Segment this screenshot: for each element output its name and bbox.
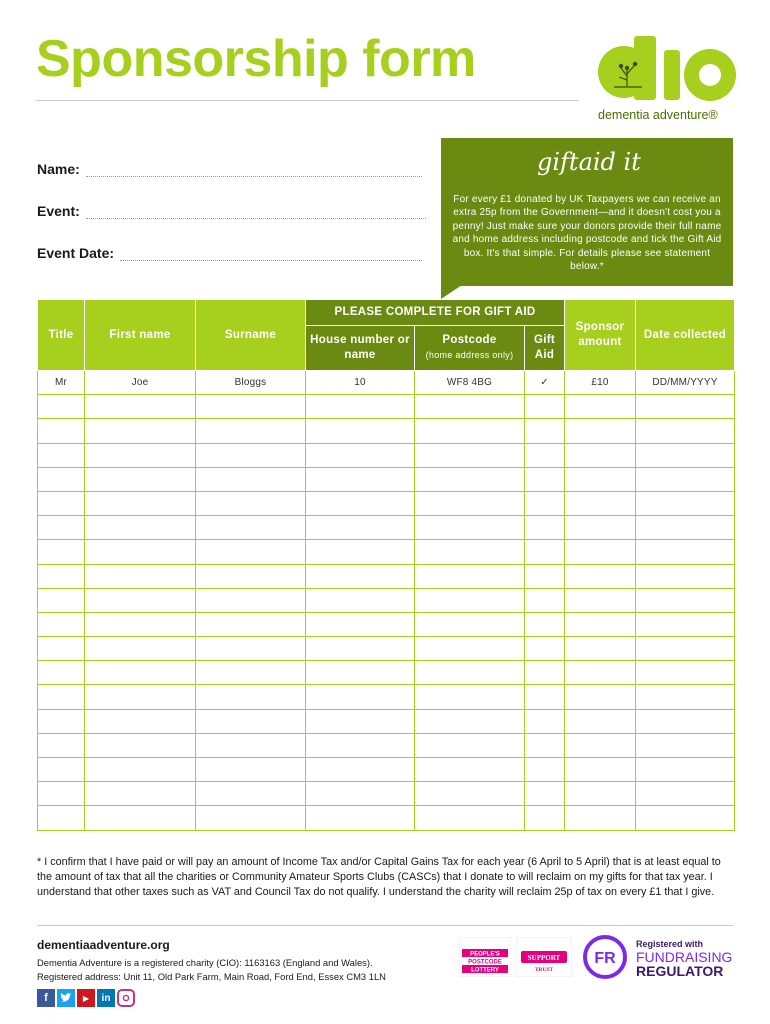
- table-cell[interactable]: [38, 733, 85, 757]
- header-surname: Surname: [196, 300, 306, 371]
- charity-info: [37, 956, 386, 984]
- table-cell[interactable]: [525, 564, 565, 588]
- table-cell[interactable]: [196, 758, 306, 782]
- table-cell[interactable]: [38, 806, 85, 830]
- table-cell[interactable]: [196, 685, 306, 709]
- table-cell[interactable]: [38, 491, 85, 515]
- table-cell[interactable]: [306, 709, 415, 733]
- table-cell[interactable]: [196, 709, 306, 733]
- table-cell[interactable]: [525, 685, 565, 709]
- event-label: Event:: [37, 203, 80, 219]
- table-row: [38, 782, 735, 806]
- table-row: [38, 443, 735, 467]
- table-cell[interactable]: [525, 661, 565, 685]
- table-cell[interactable]: [306, 806, 415, 830]
- table-cell[interactable]: [38, 467, 85, 491]
- table-cell[interactable]: [196, 540, 306, 564]
- table-cell[interactable]: [636, 395, 735, 419]
- table-cell[interactable]: [196, 443, 306, 467]
- table-cell[interactable]: [415, 564, 525, 588]
- header-title: Title: [38, 300, 85, 371]
- table-cell[interactable]: [415, 758, 525, 782]
- table-cell[interactable]: [415, 491, 525, 515]
- table-cell[interactable]: [565, 733, 636, 757]
- table-row: [38, 395, 735, 419]
- table-cell[interactable]: [565, 661, 636, 685]
- table-cell[interactable]: [85, 395, 196, 419]
- table-cell[interactable]: [636, 685, 735, 709]
- table-cell[interactable]: [415, 806, 525, 830]
- table-row: [38, 709, 735, 733]
- example-first-name: Joe: [85, 371, 196, 395]
- youtube-icon[interactable]: ▶: [77, 989, 95, 1007]
- table-cell[interactable]: [565, 564, 636, 588]
- pst-line-2: TRUST: [534, 967, 554, 973]
- example-gift-aid-check: ✓: [525, 371, 565, 395]
- table-cell[interactable]: [565, 419, 636, 443]
- sponsor-table: [37, 299, 735, 831]
- table-cell[interactable]: [38, 637, 85, 661]
- table-row: [38, 758, 735, 782]
- pl-line-1: PEOPLE'S: [470, 951, 500, 958]
- table-cell[interactable]: [85, 467, 196, 491]
- table-cell[interactable]: [636, 588, 735, 612]
- table-cell[interactable]: [85, 516, 196, 540]
- table-cell[interactable]: [38, 588, 85, 612]
- table-cell[interactable]: [38, 419, 85, 443]
- table-row: [38, 419, 735, 443]
- table-cell[interactable]: [565, 516, 636, 540]
- table-cell[interactable]: [38, 443, 85, 467]
- table-row: [38, 806, 735, 830]
- example-surname: Bloggs: [196, 371, 306, 395]
- fr-line-3: REGULATOR: [636, 963, 724, 979]
- linkedin-icon[interactable]: in: [97, 989, 115, 1007]
- header-postcode-label: Postcode: [442, 334, 497, 346]
- header-date-collected: Date collected: [636, 300, 735, 371]
- table-cell[interactable]: [38, 709, 85, 733]
- postcode-support-trust-logo: [516, 937, 572, 977]
- table-cell[interactable]: [85, 685, 196, 709]
- table-cell[interactable]: [85, 709, 196, 733]
- event-date-input-line[interactable]: [120, 249, 422, 261]
- pl-line-2: POSTCODE: [468, 959, 502, 966]
- table-cell[interactable]: [565, 685, 636, 709]
- table-cell[interactable]: [85, 806, 196, 830]
- peoples-postcode-lottery-logo: [459, 937, 511, 977]
- table-cell[interactable]: [525, 419, 565, 443]
- table-cell[interactable]: [306, 516, 415, 540]
- table-cell[interactable]: [38, 395, 85, 419]
- table-cell[interactable]: [565, 540, 636, 564]
- fr-line-1: Registered with: [636, 939, 704, 949]
- table-cell[interactable]: [196, 612, 306, 636]
- table-cell[interactable]: [565, 758, 636, 782]
- table-cell[interactable]: [525, 491, 565, 515]
- table-cell[interactable]: [525, 540, 565, 564]
- table-row: [38, 637, 735, 661]
- table-cell[interactable]: [415, 540, 525, 564]
- table-row: [38, 540, 735, 564]
- table-cell[interactable]: [196, 491, 306, 515]
- giftaid-declaration: * I confirm that I have paid or will pay an amount of Income Tax and/or Capital Gains Tax for each year (6 April to 5 April) that is at least equal to the amount of tax that all the charities or Community Amateur Sports Clubs (CASCs) that I donate to will reclaim on my gifts for that tax year. I understand that other taxes such as VAT and Council Tax do not qualify. I understand the charity will reclaim 25p of tax on every £1 that I give.: [37, 856, 721, 898]
- table-cell[interactable]: [306, 733, 415, 757]
- table-cell[interactable]: [196, 806, 306, 830]
- table-cell[interactable]: [565, 467, 636, 491]
- table-cell[interactable]: [306, 637, 415, 661]
- pst-line-1: SUPPORT: [527, 954, 561, 962]
- example-house: 10: [306, 371, 415, 395]
- logo-wordmark: dementia adventure®: [598, 108, 718, 122]
- table-cell[interactable]: [38, 564, 85, 588]
- table-cell[interactable]: [196, 419, 306, 443]
- table-cell[interactable]: [306, 612, 415, 636]
- table-row: [38, 588, 735, 612]
- table-cell[interactable]: [636, 806, 735, 830]
- giftaid-text: For every £1 donated by UK Taxpayers we can receive an extra 25p from the Government—and it doesn't cost you a penny! Just make sure your donors provide their full name and home address including postcode and tick the Gift Aid box. It's that simple. For details please see statement below.*: [452, 194, 722, 273]
- table-cell[interactable]: [85, 661, 196, 685]
- giftaid-callout-tail: [441, 283, 465, 299]
- table-cell[interactable]: [85, 612, 196, 636]
- example-date: DD/MM/YYYY: [636, 371, 735, 395]
- table-cell[interactable]: [525, 709, 565, 733]
- table-cell[interactable]: [525, 782, 565, 806]
- table-cell[interactable]: [85, 733, 196, 757]
- table-row: [38, 612, 735, 636]
- table-cell[interactable]: [415, 467, 525, 491]
- table-cell[interactable]: [565, 612, 636, 636]
- page-title: Sponsorship form: [36, 30, 476, 88]
- twitter-icon[interactable]: [57, 989, 75, 1007]
- event-field: [37, 203, 426, 219]
- header-sponsor-amount: Sponsor amount: [565, 300, 636, 371]
- table-cell[interactable]: [636, 516, 735, 540]
- event-date-label: Event Date:: [37, 245, 115, 261]
- table-cell[interactable]: [525, 516, 565, 540]
- table-cell[interactable]: [196, 733, 306, 757]
- table-cell[interactable]: [415, 443, 525, 467]
- table-cell[interactable]: [415, 661, 525, 685]
- pl-line-3: LOTTERY: [471, 967, 499, 974]
- table-cell[interactable]: [196, 588, 306, 612]
- table-cell[interactable]: [85, 443, 196, 467]
- table-cell[interactable]: [415, 395, 525, 419]
- table-cell[interactable]: [565, 588, 636, 612]
- table-cell[interactable]: [565, 709, 636, 733]
- table-cell[interactable]: [525, 758, 565, 782]
- table-cell[interactable]: [306, 467, 415, 491]
- name-label: Name:: [37, 161, 80, 177]
- table-cell[interactable]: [415, 637, 525, 661]
- table-cell[interactable]: [38, 661, 85, 685]
- table-row: [38, 564, 735, 588]
- header-giftaid-group: PLEASE COMPLETE FOR GIFT AID: [306, 300, 565, 326]
- table-cell[interactable]: [306, 419, 415, 443]
- table-cell[interactable]: [415, 709, 525, 733]
- table-cell[interactable]: [85, 491, 196, 515]
- table-cell[interactable]: [85, 419, 196, 443]
- event-date-field: [37, 245, 422, 261]
- table-cell[interactable]: [525, 806, 565, 830]
- social-links: [37, 989, 135, 1007]
- table-row: [38, 661, 735, 685]
- header-postcode: [415, 326, 525, 371]
- table-cell[interactable]: [565, 782, 636, 806]
- table-row: [38, 491, 735, 515]
- table-cell[interactable]: [415, 733, 525, 757]
- table-cell[interactable]: [38, 758, 85, 782]
- charity-line-1: Dementia Adventure is a registered charity (CIO): 1163163 (England and Wales).: [37, 957, 373, 968]
- table-cell[interactable]: [85, 758, 196, 782]
- table-cell[interactable]: [38, 612, 85, 636]
- name-field: [37, 161, 422, 177]
- table-cell[interactable]: [196, 661, 306, 685]
- table-cell[interactable]: [415, 612, 525, 636]
- table-cell[interactable]: [85, 637, 196, 661]
- header-gift-aid: Gift Aid: [525, 326, 565, 371]
- giftaid-logo: giftaid it: [537, 148, 641, 176]
- table-cell[interactable]: [306, 758, 415, 782]
- title-divider: [36, 100, 578, 101]
- table-cell[interactable]: [525, 443, 565, 467]
- table-cell[interactable]: [636, 443, 735, 467]
- table-cell[interactable]: [636, 467, 735, 491]
- table-cell[interactable]: [565, 395, 636, 419]
- table-cell[interactable]: [636, 733, 735, 757]
- table-cell[interactable]: [38, 516, 85, 540]
- table-cell[interactable]: [38, 782, 85, 806]
- table-cell[interactable]: [415, 782, 525, 806]
- table-cell[interactable]: [85, 782, 196, 806]
- table-cell[interactable]: [306, 564, 415, 588]
- table-cell[interactable]: [306, 661, 415, 685]
- fr-line-2: FUNDRAISING: [636, 949, 733, 965]
- facebook-icon[interactable]: f: [37, 989, 55, 1007]
- table-cell[interactable]: [306, 782, 415, 806]
- table-cell[interactable]: [565, 491, 636, 515]
- table-cell[interactable]: [525, 637, 565, 661]
- table-cell[interactable]: [196, 395, 306, 419]
- table-cell[interactable]: [306, 685, 415, 709]
- table-cell[interactable]: [636, 637, 735, 661]
- table-cell[interactable]: [415, 516, 525, 540]
- header-first-name: First name: [85, 300, 196, 371]
- table-cell[interactable]: [196, 637, 306, 661]
- table-cell[interactable]: [636, 419, 735, 443]
- table-cell[interactable]: [196, 782, 306, 806]
- table-cell[interactable]: [196, 516, 306, 540]
- name-input-line[interactable]: [86, 165, 422, 177]
- table-cell[interactable]: [525, 395, 565, 419]
- example-amount: £10: [565, 371, 636, 395]
- table-cell[interactable]: [85, 540, 196, 564]
- example-title: Mr: [38, 371, 85, 395]
- instagram-icon[interactable]: [117, 989, 135, 1007]
- charity-line-2: Registered address: Unit 11, Old Park Farm, Main Road, Ford End, Essex CM3 1LN: [37, 971, 386, 982]
- table-cell[interactable]: [636, 709, 735, 733]
- table-cell[interactable]: [636, 564, 735, 588]
- table-cell[interactable]: [306, 443, 415, 467]
- table-row: [38, 733, 735, 757]
- table-cell[interactable]: [85, 564, 196, 588]
- table-row: [38, 467, 735, 491]
- table-cell[interactable]: [525, 733, 565, 757]
- table-cell[interactable]: [636, 661, 735, 685]
- table-cell[interactable]: [636, 491, 735, 515]
- table-cell[interactable]: [415, 588, 525, 612]
- table-cell[interactable]: [306, 491, 415, 515]
- header-house: House number or name: [306, 326, 415, 371]
- header-postcode-sub: (home address only): [425, 350, 514, 360]
- table-cell[interactable]: [415, 685, 525, 709]
- table-cell[interactable]: [38, 540, 85, 564]
- website-link[interactable]: dementiaadventure.org: [37, 938, 170, 952]
- table-cell[interactable]: [636, 758, 735, 782]
- table-cell[interactable]: [306, 540, 415, 564]
- table-row: [38, 685, 735, 709]
- svg-text:FR: FR: [594, 950, 616, 967]
- table-cell[interactable]: [525, 588, 565, 612]
- table-cell[interactable]: [38, 685, 85, 709]
- table-cell[interactable]: [306, 588, 415, 612]
- table-cell[interactable]: [565, 637, 636, 661]
- table-cell[interactable]: [415, 419, 525, 443]
- event-input-line[interactable]: [86, 207, 426, 219]
- table-cell[interactable]: [525, 612, 565, 636]
- footer-divider: [37, 925, 733, 926]
- example-postcode: WF8 4BG: [415, 371, 525, 395]
- table-cell[interactable]: [196, 467, 306, 491]
- table-cell[interactable]: [306, 395, 415, 419]
- table-cell[interactable]: [525, 467, 565, 491]
- table-cell[interactable]: [85, 588, 196, 612]
- table-cell[interactable]: [565, 443, 636, 467]
- table-row: [38, 516, 735, 540]
- table-cell[interactable]: [636, 540, 735, 564]
- giftaid-callout: [441, 138, 733, 286]
- table-cell[interactable]: [196, 564, 306, 588]
- fundraising-regulator-logo: [583, 935, 735, 979]
- table-cell[interactable]: [565, 806, 636, 830]
- table-cell[interactable]: [636, 782, 735, 806]
- table-cell[interactable]: [636, 612, 735, 636]
- example-row: [38, 371, 735, 395]
